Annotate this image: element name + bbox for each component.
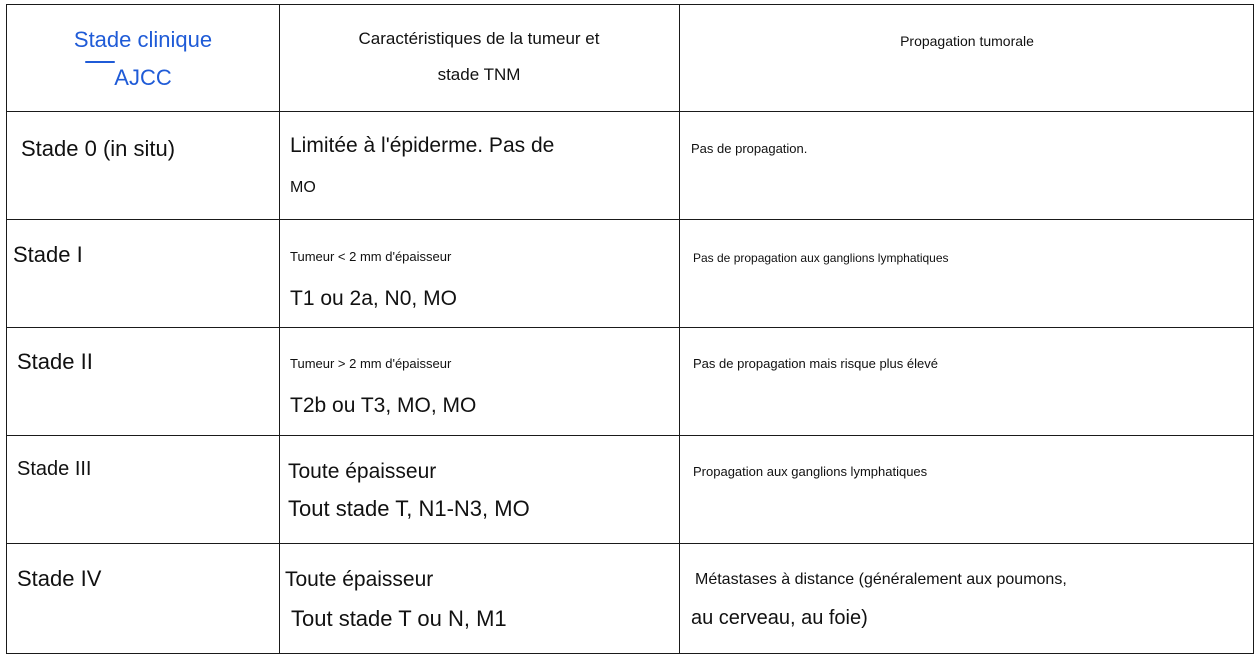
row-divider-3: [7, 435, 1253, 436]
stage-4-propagation-line1: Métastases à distance (généralement aux poumons,: [695, 571, 1067, 588]
row-divider-2: [7, 327, 1253, 328]
stage-4-label: Stade IV: [17, 566, 102, 591]
row-divider-1: [7, 219, 1253, 220]
stage-2-characteristics-line1: Tumeur > 2 mm d'épaisseur: [290, 356, 452, 371]
header-stage-clinique-link[interactable]: [7, 21, 279, 97]
stage-2-propagation: Pas de propagation mais risque plus élevé: [693, 356, 938, 371]
stage-1-characteristics-line2: T1 ou 2a, N0, MO: [290, 287, 457, 310]
stage-4-propagation-line2: au cerveau, au foie): [691, 607, 868, 629]
stage-0-propagation: Pas de propagation.: [691, 141, 808, 156]
ajcc-stage-table: [6, 4, 1254, 654]
row-divider-4: [7, 543, 1253, 544]
stage-3-label: Stade III: [17, 458, 92, 480]
stage-1-characteristics-line1: Tumeur < 2 mm d'épaisseur: [290, 249, 452, 264]
stage-2-characteristics-line2: T2b ou T3, MO, MO: [290, 394, 477, 417]
stage-0-characteristics-line2: MO: [290, 179, 316, 196]
header-link-underline: [85, 61, 115, 63]
stage-1-propagation: Pas de propagation aux ganglions lymphatiques: [693, 251, 949, 265]
stage-0-characteristics-line1: Limitée à l'épiderme. Pas de: [290, 134, 555, 157]
stage-4-characteristics-line2: Tout stade T ou N, M1: [291, 606, 507, 631]
stage-3-propagation: Propagation aux ganglions lymphatiques: [693, 464, 928, 479]
stage-0-label: Stade 0 (in situ): [21, 136, 176, 161]
header-characteristics: [279, 21, 679, 93]
header-propagation: Propagation tumorale: [900, 33, 1034, 49]
header-characteristics-line2: stade TNM: [437, 65, 521, 84]
header-stage-clinique-line2: AJCC: [114, 65, 172, 90]
stage-3-characteristics-line1: Toute épaisseur: [288, 460, 437, 483]
stage-2-label: Stade II: [17, 349, 93, 374]
stage-4-characteristics-line1: Toute épaisseur: [285, 568, 434, 591]
header-stage-clinique-line1: Stade clinique: [73, 27, 213, 52]
column-divider-1: [279, 5, 280, 653]
header-characteristics-line1: Caractéristiques de la tumeur et: [358, 29, 600, 48]
row-divider-header: [7, 111, 1253, 112]
stage-1-label: Stade I: [13, 242, 83, 267]
stage-3-characteristics-line2: Tout stade T, N1-N3, MO: [288, 496, 530, 521]
column-divider-2: [679, 5, 680, 653]
